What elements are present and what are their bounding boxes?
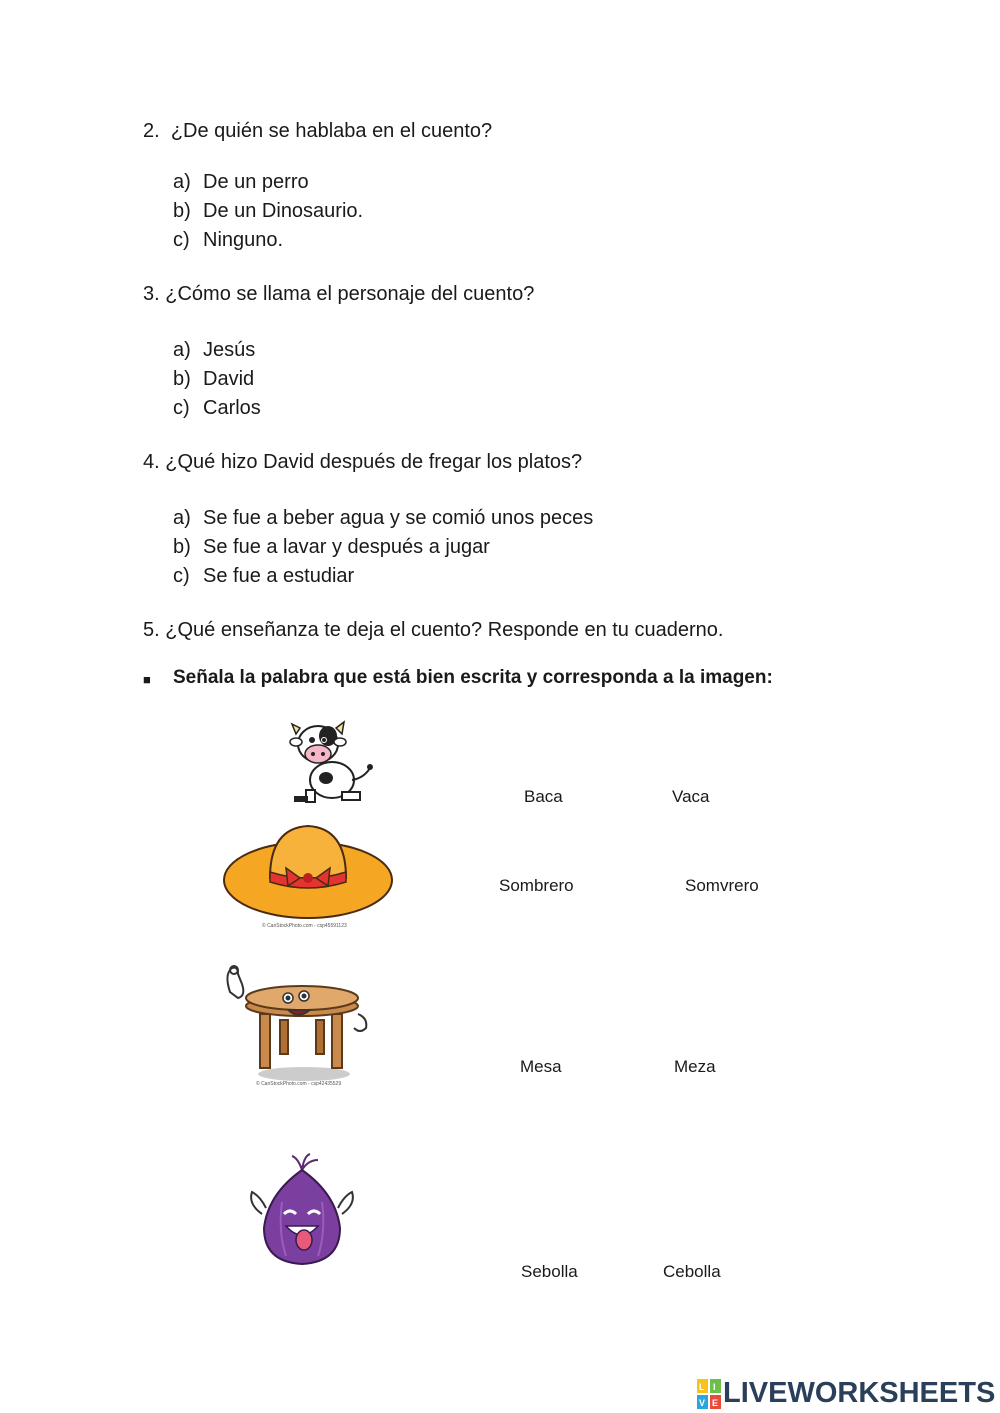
word-option[interactable]: Sebolla [521,1262,578,1281]
svg-text:V: V [699,1397,706,1408]
option-text: Se fue a estudiar [203,565,355,587]
cow-image [284,712,379,807]
question-4 [143,451,582,474]
word-option[interactable]: Vaca [672,787,710,806]
liveworksheets-logo [697,1377,995,1410]
option-label: a) [173,171,191,193]
word-option[interactable]: Cebolla [663,1262,721,1281]
hat-image [222,822,394,934]
option-label: c) [173,229,190,251]
hat-image-credit: © CanStockPhoto.com - csp45591123 [262,923,347,929]
option-label: b) [173,200,191,222]
option-label: c) [173,397,190,419]
question-text: ¿Cómo se llama el personaje del cuento? [165,283,535,305]
question-text: ¿Qué hizo David después de fregar los platos? [165,451,583,473]
svg-text:I: I [713,1381,716,1392]
word-option[interactable]: Sombrero [499,876,574,895]
option-text: De un Dinosaurio. [203,200,364,222]
option-2a[interactable] [173,171,309,194]
option-2b[interactable] [173,200,363,223]
onion-image [238,1152,368,1282]
option-4a[interactable] [173,507,593,530]
logo-badge-icon [697,1379,721,1409]
question-3 [143,283,534,306]
question-text: ¿De quién se hablaba en el cuento? [170,120,493,142]
question-number: 3. [143,283,160,305]
word-option[interactable]: Mesa [520,1057,562,1076]
option-text: Se fue a lavar y después a jugar [203,536,490,558]
option-text: Jesús [203,339,256,361]
svg-text:L: L [699,1381,705,1392]
instruction-text: Señala la palabra que está bien escrita y corresponda a la imagen: [173,667,773,688]
word-option[interactable]: Meza [674,1057,716,1076]
option-text: David [203,368,255,390]
option-text: Ninguno. [203,229,284,251]
bullet-icon: ■ [143,672,151,687]
option-label: b) [173,368,191,390]
question-number: 2. [143,120,160,142]
question-text: ¿Qué enseñanza te deja el cuento? Responde en tu cuaderno. [165,619,724,641]
word-option[interactable]: Somvrero [685,876,759,895]
option-label: a) [173,339,191,361]
option-label: a) [173,507,191,529]
question-5 [143,619,723,642]
option-4b[interactable] [173,536,490,559]
option-3a[interactable] [173,339,255,362]
logo-text: LIVEWORKSHEETS [723,1377,996,1409]
option-text: De un perro [203,171,309,193]
option-label: c) [173,565,190,587]
word-option[interactable]: Baca [524,787,563,806]
option-3c[interactable] [173,397,261,420]
option-text: Carlos [203,397,261,419]
table-image [220,962,370,1087]
option-4c[interactable] [173,565,354,588]
question-2 [143,120,492,143]
option-text: Se fue a beber agua y se comió unos peces [203,507,594,529]
question-number: 4. [143,451,160,473]
svg-text:E: E [712,1397,719,1408]
option-2c[interactable] [173,229,283,252]
question-number: 5. [143,619,160,641]
option-3b[interactable] [173,368,254,391]
table-image-credit: © CanStockPhoto.com - csp42435529 [256,1081,342,1087]
option-label: b) [173,536,191,558]
